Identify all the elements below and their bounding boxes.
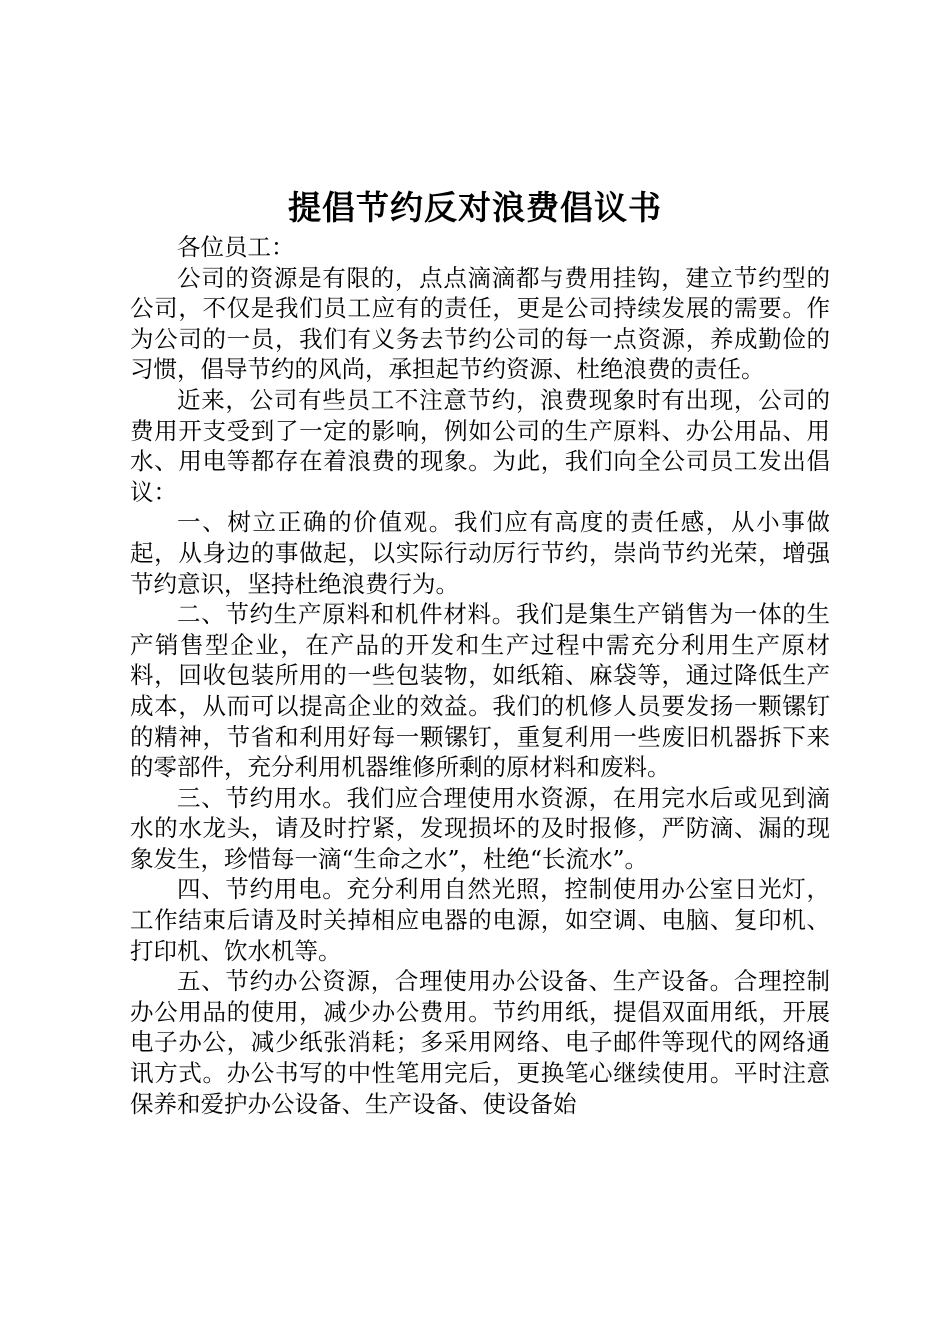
paragraph-item-1: 一、树立正确的价值观。我们应有高度的责任感，从小事做起，从身边的事做起，以实际行动厉行节约，崇尚节约光荣，增强节约意识，坚持杜绝浪费行为。 [130,508,830,598]
paragraph-item-5: 五、节约办公资源，合理使用办公设备、生产设备。合理控制办公用品的使用，减少办公费用。节约用纸，提倡双面用纸，开展电子办公，减少纸张消耗；多采用网络、电子邮件等现代的网络通讯方式。办公书写的中性笔用完后，更换笔心继续使用。平时注意保养和爱护办公设备、生产设备、使设备始 [130,967,830,1118]
document-body [130,232,830,1119]
paragraph-item-3: 三、节约用水。我们应合理使用水资源，在用完水后或见到滴水的水龙头，请及时拧紧，发现损坏的及时报修，严防滴、漏的现象发生，珍惜每一滴“生命之水”，杜绝“长流水”。 [130,783,830,873]
paragraph-item-2: 二、节约生产原料和机件材料。我们是集生产销售为一体的生产销售型企业，在产品的开发和生产过程中需充分利用生产原材料，回收包装所用的一些包装物，如纸箱、麻袋等，通过降低生产成本，从而可以提高企业的效益。我们的机修人员要发扬一颗镙钉的精神，节省和利用好每一颗镙钉，重复利用一些废旧机器拆下来的零部件，充分利用机器维修所剩的原材料和废料。 [130,600,830,782]
document-title: 提倡节约反对浪费倡议书 [288,188,662,227]
salutation: 各位员工： [177,233,295,261]
paragraph-item-4: 四、节约用电。充分利用自然光照，控制使用办公室日光灯，工作结束后请及时关掉相应电器的电源，如空调、电脑、复印机、打印机、饮水机等。 [130,875,830,965]
paragraph-situation: 近来，公司有些员工不注意节约，浪费现象时有出现，公司的费用开支受到了一定的影响，例如公司的生产原料、办公用品、用水、用电等都存在着浪费的现象。为此，我们向全公司员工发出倡议： [130,385,830,506]
paragraph-intro: 公司的资源是有限的，点点滴滴都与费用挂钩，建立节约型的公司，不仅是我们员工应有的责任，更是公司持续发展的需要。作为公司的一员，我们有义务去节约公司的每一点资源，养成勤俭的习惯，倡导节约的风尚，承担起节约资源、杜绝浪费的责任。 [130,263,830,384]
